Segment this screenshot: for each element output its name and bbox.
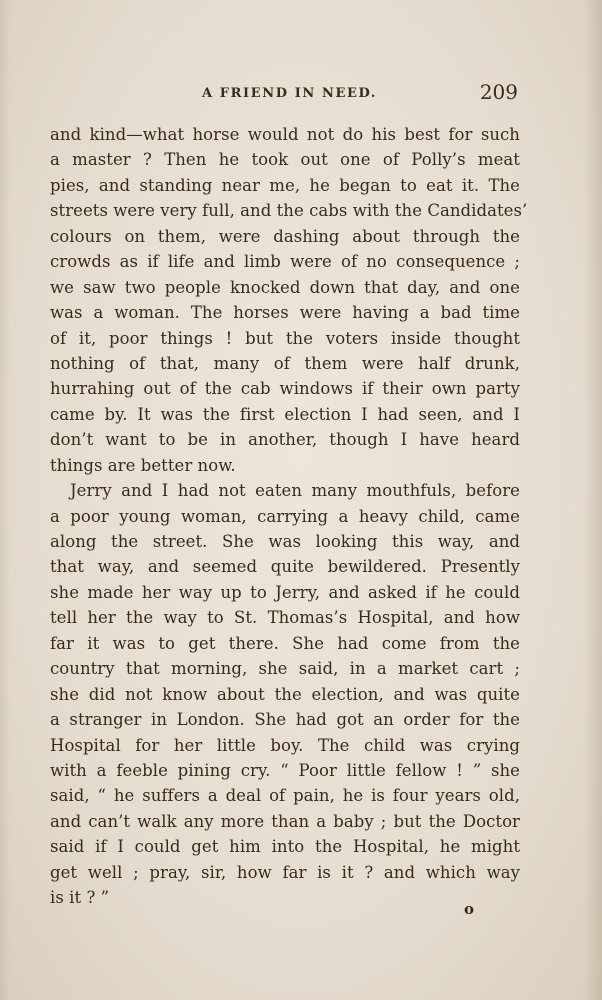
text-line: Hospital for her little boy. The child was crying bbox=[50, 735, 520, 755]
text-line: Jerry and I had not eaten many mouthfuls, before bbox=[70, 481, 520, 501]
text-line: said, “ he suffers a deal of pain, he is four years old, bbox=[50, 786, 520, 806]
paragraph-2 bbox=[50, 478, 520, 910]
text-line: tell her the way to St. Thomas’s Hospital, and how bbox=[50, 608, 520, 628]
text-line: pies, and standing near me, he began to eat it. The bbox=[50, 175, 520, 195]
text-line: a poor young woman, carrying a heavy child, came bbox=[50, 506, 520, 526]
text-line: crowds as if life and limb were of no consequence ; bbox=[50, 252, 520, 272]
text-line: came by. It was the first election I had seen, and I bbox=[50, 404, 520, 424]
text-line: and kind—what horse would not do his best for such bbox=[50, 125, 520, 144]
page-number: 209 bbox=[479, 80, 518, 104]
text-line: with a feeble pining cry. “ Poor little fellow ! ” she bbox=[50, 760, 520, 780]
text-line: things are better now. bbox=[50, 455, 236, 475]
text-line: we saw two people knocked down that day, and one bbox=[50, 277, 520, 297]
text-line: she made her way up to Jerry, and asked if he could bbox=[50, 582, 520, 602]
text-line: a stranger in London. She had got an order for the bbox=[50, 710, 520, 730]
paragraph-1 bbox=[50, 122, 528, 478]
text-line: was a woman. The horses were having a bad time bbox=[50, 303, 520, 323]
text-line: colours on them, were dashing about through the bbox=[50, 226, 520, 246]
text-line: of it, poor things ! but the voters inside thought bbox=[50, 328, 520, 348]
page-gutter-shadow bbox=[0, 0, 10, 1000]
text-line: that way, and seemed quite bewildered. Presently bbox=[50, 557, 520, 577]
text-line: nothing of that, many of them were half drunk, bbox=[50, 353, 520, 373]
running-head bbox=[50, 80, 520, 110]
text-line: country that morning, she said, in a market cart ; bbox=[50, 659, 520, 679]
text-line: she did not know about the election, and was quite bbox=[50, 684, 520, 704]
text-line: a master ? Then he took out one of Polly’s meat bbox=[50, 150, 520, 170]
body-text bbox=[50, 122, 528, 911]
text-line: said if I could get him into the Hospital, he might bbox=[50, 837, 520, 857]
signature-mark: o bbox=[464, 900, 475, 918]
running-title: A FRIEND IN NEED. bbox=[202, 86, 378, 101]
text-line: far it was to get there. She had come from the bbox=[50, 633, 520, 653]
text-line: streets were very full, and the cabs with the Candidates’ bbox=[50, 201, 528, 221]
page-edge-shadow bbox=[584, 0, 602, 1000]
text-line: don’t want to be in another, though I have heard bbox=[50, 430, 520, 450]
text-line: hurrahing out of the cab windows if their own party bbox=[50, 379, 520, 399]
text-line: and can’t walk any more than a baby ; but the Doctor bbox=[50, 811, 520, 831]
text-line: is it ? ” bbox=[50, 888, 110, 908]
text-line: along the street. She was looking this way, and bbox=[50, 532, 520, 551]
text-line: get well ; pray, sir, how far is it ? and which way bbox=[50, 862, 520, 882]
